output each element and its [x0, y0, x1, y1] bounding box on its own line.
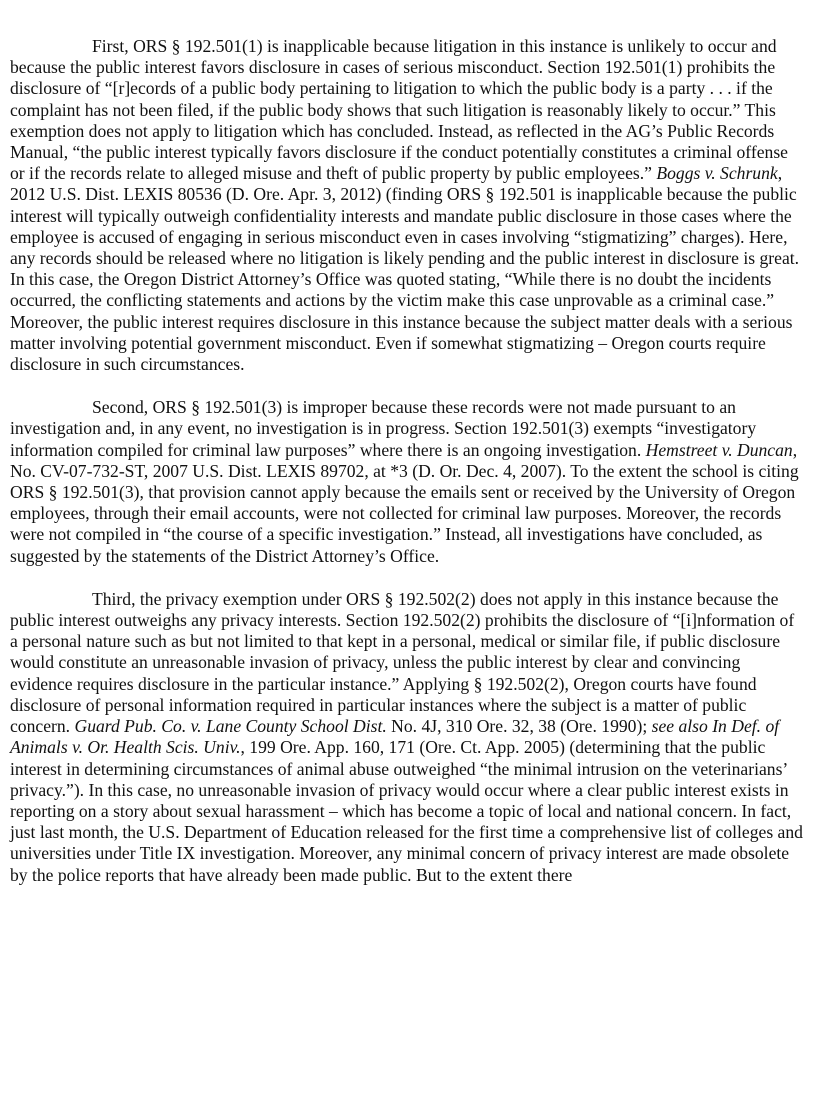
paragraph-text: , 2012 U.S. Dist. LEXIS 80536 (D. Ore. Apr. 3, 2012) (finding ORS § 192.501 is inapplicable because the public interest will typically outweigh confidentiality interests and mandate public disclosure in those cases where the employee is accused of engaging in serious misconduct even in cases involving “stigmatizing” charges). Here, any records should be released where no litigation is likely pending and the public interest in disclosure is great. In this case, the Oregon District Attorney’s Office was quoted stating, “While there is no doubt the incidents occurred, the conflicting statements and actions by the victim make this case unprovable as a criminal case.” Moreover, the public interest requires disclosure in this instance because the subject matter deals with a serious matter involving potential government misconduct. Even if somewhat stigmatizing – Oregon courts require disclosure in such circumstances. — [10, 163, 800, 375]
case-citation: see also In Def. of Animals v. Or. Health Scis. Univ. — [10, 716, 780, 758]
case-citation: Boggs v. Schrunk — [656, 163, 778, 184]
paragraph-text: , 199 Ore. App. 160, 171 (Ore. Ct. App. 2005) (determining that the public interest in determining circumstances of animal abuse outweighed “the minimal intrusion on the veterinarians’ privacy.”). In this case, no unreasonable invasion of privacy would occur where a clear public interest exists in reporting on a story about sexual harassment – which has become a topic of local and national concern. In fact, just last month, the U.S. Department of Education released for the first time a comprehensive list of colleges and universities under Title IX investigation. Moreover, any minimal concern of privacy interest are made obsolete by the police reports that have already been made public. But to the extent there — [10, 737, 803, 885]
paragraph-third — [10, 589, 804, 886]
case-citation: Hemstreet v. Duncan — [645, 439, 793, 460]
paragraph-text: First, ORS § 192.501(1) is inapplicable because litigation in this instance is unlikely to occur and because the public interest favors disclosure in cases of serious misconduct. Section 192.501(1) prohibits the disclosure of “[r]ecords of a public body pertaining to litigation to which the public body is a party . . . if the complaint has not been filed, if the public body shows that such litigation is reasonably likely to occur.” This exemption does not apply to litigation which has concluded. Instead, as reflected in the AG’s Public Records Manual, “the public interest typically favors disclosure if the conduct potentially constitutes a criminal offense or if the records relate to alleged misuse and theft of public property by public employees.” — [10, 36, 788, 184]
paragraph-text: No. 4J, 310 Ore. 32, 38 (Ore. 1990); — [386, 716, 652, 737]
paragraph-text: Second, ORS § 192.501(3) is improper because these records were not made pursuant to an investigation and, in any event, no investigation is in progress. Section 192.501(3) exempts “investigatory information compiled for criminal law purposes” where there is an ongoing investigation. — [10, 397, 757, 460]
paragraph-second — [10, 397, 804, 567]
paragraph-text: Third, the privacy exemption under ORS § 192.502(2) does not apply in this instance because the public interest outweighs any privacy interests. Section 192.502(2) prohibits the disclosure of “[i]nformation of a personal nature such as but not limited to that kept in a personal, medical or similar file, if public disclosure would constitute an unreasonable invasion of privacy, unless the public interest by clear and convincing evidence requires disclosure in the particular instance.” Applying § 192.502(2), Oregon courts have found disclosure of personal information required in particular instances where the subject is a matter of public concern. — [10, 588, 795, 737]
paragraph-first — [10, 36, 804, 375]
paragraph-text: , No. CV-07-732-ST, 2007 U.S. Dist. LEXIS 89702, at *3 (D. Or. Dec. 4, 2007). To the extent the school is citing ORS § 192.501(3), that provision cannot apply because the emails sent or received by the University of Oregon employees, through their email accounts, were not collected for criminal law purposes. Moreover, the records were not compiled in “the course of a specific investigation.” Instead, all investigations have concluded, as suggested by the statements of the District Attorney’s Office. — [10, 439, 799, 566]
case-citation: Guard Pub. Co. v. Lane County School Dist. — [74, 716, 387, 737]
